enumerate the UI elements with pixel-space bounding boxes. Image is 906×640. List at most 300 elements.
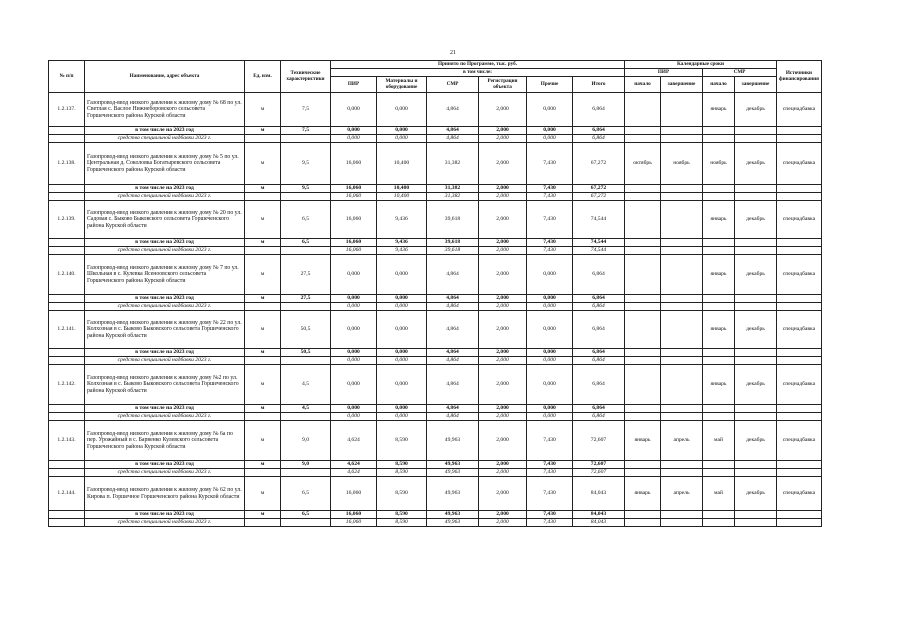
registration-cost-cell: 2,000 — [479, 365, 527, 405]
unit-cell: м — [245, 365, 281, 405]
special-surcharge-value: 2,000 — [479, 303, 527, 311]
special-surcharge-label: средства специальной надбавки 2023 г. — [85, 135, 245, 143]
empty-cell — [625, 413, 661, 421]
empty-cell — [49, 185, 85, 193]
empty-cell — [735, 295, 777, 303]
empty-cell — [703, 519, 735, 527]
smr-start-cell: январь — [703, 255, 735, 295]
empty-cell — [777, 349, 822, 357]
year-subtotal-tech: 6,5 — [281, 239, 331, 247]
pir-cost-cell: 16,060 — [331, 201, 377, 239]
header-other: Прочие — [527, 77, 573, 93]
empty-cell — [703, 349, 735, 357]
smr-cost-cell: 39,618 — [427, 201, 479, 239]
empty-cell — [49, 247, 85, 255]
empty-cell — [735, 405, 777, 413]
unit-cell: м — [245, 255, 281, 295]
empty-cell — [703, 405, 735, 413]
header-pir-start: начало — [625, 77, 661, 93]
special-surcharge-value: 4,864 — [427, 413, 479, 421]
empty-cell — [661, 511, 703, 519]
empty-cell — [625, 519, 661, 527]
header-total: Итого — [573, 77, 625, 93]
special-surcharge-value: 2,000 — [479, 357, 527, 365]
empty-cell — [661, 405, 703, 413]
empty-cell — [735, 303, 777, 311]
empty-cell — [777, 469, 822, 477]
year-subtotal-value: 0,000 — [527, 295, 573, 303]
year-subtotal-value: 0,000 — [527, 349, 573, 357]
special-surcharge-value: 0,000 — [527, 413, 573, 421]
tech-cell: 50,5 — [281, 311, 331, 349]
year-subtotal-value: 2,000 — [479, 295, 527, 303]
header-cost-group: Принято по Программе, тыс. руб. — [331, 61, 625, 69]
unit-cell: м — [245, 421, 281, 461]
program-table — [48, 60, 822, 527]
year-subtotal-value: 0,000 — [527, 127, 573, 135]
year-subtotal-row — [49, 405, 822, 413]
empty-cell — [49, 469, 85, 477]
year-subtotal-unit: м — [245, 185, 281, 193]
year-subtotal-row — [49, 127, 822, 135]
special-surcharge-value: 2,000 — [479, 413, 527, 421]
empty-cell — [49, 349, 85, 357]
financing-source-cell: спецнадбавка — [777, 255, 822, 295]
year-subtotal-row — [49, 239, 822, 247]
header-pir: ПИР — [331, 77, 377, 93]
object-name: Газопровод-ввод низкого давления к жилому дому № 22 по ул. Колхозная в с. Быково Быковского сельсовета Горшеченского района Курской области — [85, 311, 245, 349]
empty-cell — [625, 127, 661, 135]
empty-cell — [735, 127, 777, 135]
year-subtotal-label: в том числе на 2023 год — [85, 349, 245, 357]
unit-cell: м — [245, 311, 281, 349]
empty-cell — [49, 413, 85, 421]
year-subtotal-value: 0,000 — [377, 349, 427, 357]
year-subtotal-tech: 9,5 — [281, 185, 331, 193]
object-name: Газопровод-ввод низкого давления к жилому дому № 68 по ул. Светлая с. Васлое Нижнеборовского сельсовета Горшеченского района Курской области — [85, 93, 245, 127]
year-subtotal-value: 0,000 — [331, 405, 377, 413]
materials-cost-cell: 0,000 — [377, 365, 427, 405]
smr-start-cell: январь — [703, 93, 735, 127]
special-surcharge-row — [49, 469, 822, 477]
header-smr: СМР — [427, 77, 479, 93]
pir-start-cell — [625, 255, 661, 295]
empty-cell — [625, 185, 661, 193]
empty-cell — [49, 519, 85, 527]
object-name: Газопровод-ввод низкого давления к жилому дому № 6а по пер. Урожайный в с. Барвенко Кулевского сельсовета Горшеченского района Курской области — [85, 421, 245, 461]
empty-cell — [245, 519, 281, 527]
special-surcharge-value: 84,043 — [573, 519, 625, 527]
special-surcharge-value: 0,000 — [331, 357, 377, 365]
special-surcharge-value: 0,000 — [377, 303, 427, 311]
empty-cell — [703, 135, 735, 143]
smr-start-cell: январь — [703, 311, 735, 349]
empty-cell — [49, 461, 85, 469]
empty-cell — [777, 135, 822, 143]
special-surcharge-value: 0,000 — [331, 413, 377, 421]
header-smr-start: начало — [703, 77, 735, 93]
empty-cell — [661, 247, 703, 255]
empty-cell — [703, 295, 735, 303]
year-subtotal-value: 16,060 — [331, 239, 377, 247]
year-subtotal-value: 8,590 — [377, 511, 427, 519]
empty-cell — [735, 469, 777, 477]
pir-start-cell — [625, 201, 661, 239]
smr-end-cell: декабрь — [735, 93, 777, 127]
year-subtotal-value: 7,430 — [527, 511, 573, 519]
page-number: 21 — [450, 50, 456, 56]
header-materials: Материалы и оборудование — [377, 77, 427, 93]
pir-end-cell: апрель — [661, 477, 703, 511]
materials-cost-cell: 0,000 — [377, 311, 427, 349]
special-surcharge-value: 49,963 — [427, 469, 479, 477]
year-subtotal-value: 4,624 — [331, 461, 377, 469]
empty-cell — [661, 127, 703, 135]
empty-cell — [703, 239, 735, 247]
empty-cell — [625, 135, 661, 143]
financing-source-cell: спецнадбавка — [777, 477, 822, 511]
other-cost-cell: 7,430 — [527, 201, 573, 239]
object-name: Газопровод-ввод низкого давления к жилому дому № 5 по ул. Центральная д. Соколовка Богатыревского сельсовета Горшеченского района Курской области — [85, 143, 245, 185]
special-surcharge-value: 49,963 — [427, 519, 479, 527]
empty-cell — [703, 511, 735, 519]
year-subtotal-value: 8,590 — [377, 461, 427, 469]
special-surcharge-value: 10,400 — [377, 193, 427, 201]
smr-end-cell: декабрь — [735, 201, 777, 239]
pir-cost-cell: 0,000 — [331, 93, 377, 127]
pir-start-cell — [625, 365, 661, 405]
empty-cell — [281, 469, 331, 477]
empty-cell — [661, 469, 703, 477]
year-subtotal-value: 2,000 — [479, 127, 527, 135]
special-surcharge-value: 0,000 — [377, 135, 427, 143]
empty-cell — [735, 357, 777, 365]
year-subtotal-value: 72,607 — [573, 461, 625, 469]
year-subtotal-tech: 6,5 — [281, 511, 331, 519]
special-surcharge-row — [49, 193, 822, 201]
year-subtotal-value: 6,864 — [573, 349, 625, 357]
year-subtotal-value: 2,000 — [479, 511, 527, 519]
year-subtotal-value: 6,864 — [573, 405, 625, 413]
empty-cell — [703, 461, 735, 469]
pir-end-cell: апрель — [661, 421, 703, 461]
year-subtotal-value: 4,864 — [427, 349, 479, 357]
tech-cell: 6,5 — [281, 477, 331, 511]
pir-cost-cell: 4,624 — [331, 421, 377, 461]
empty-cell — [281, 193, 331, 201]
special-surcharge-row — [49, 247, 822, 255]
smr-end-cell: декабрь — [735, 421, 777, 461]
object-row — [49, 477, 822, 511]
special-surcharge-value: 31,382 — [427, 193, 479, 201]
total-cost-cell: 84,043 — [573, 477, 625, 511]
object-name: Газопровод-ввод низкого давления к жилому дому № 62 по ул. Кирова п. Горшечное Горшеченского района Курской области — [85, 477, 245, 511]
empty-cell — [625, 357, 661, 365]
empty-cell — [625, 239, 661, 247]
empty-cell — [777, 461, 822, 469]
year-subtotal-value: 39,618 — [427, 239, 479, 247]
empty-cell — [245, 357, 281, 365]
special-surcharge-value: 72,607 — [573, 469, 625, 477]
special-surcharge-row — [49, 303, 822, 311]
header-calendar: Календарные сроки — [625, 61, 777, 69]
year-subtotal-label: в том числе на 2023 год — [85, 511, 245, 519]
year-subtotal-label: в том числе на 2023 год — [85, 295, 245, 303]
table-body — [49, 93, 822, 527]
object-row — [49, 93, 822, 127]
special-surcharge-value: 8,590 — [377, 519, 427, 527]
empty-cell — [49, 357, 85, 365]
object-number: 1.2.143. — [49, 421, 85, 461]
year-subtotal-value: 6,864 — [573, 295, 625, 303]
special-surcharge-row — [49, 413, 822, 421]
empty-cell — [661, 239, 703, 247]
tech-cell: 9,0 — [281, 421, 331, 461]
pir-end-cell — [661, 201, 703, 239]
special-surcharge-value: 6,864 — [573, 357, 625, 365]
empty-cell — [49, 303, 85, 311]
special-surcharge-value: 4,864 — [427, 135, 479, 143]
empty-cell — [281, 135, 331, 143]
header-smr-end: завершение — [735, 77, 777, 93]
special-surcharge-label: средства специальной надбавки 2023 г. — [85, 413, 245, 421]
year-subtotal-value: 7,430 — [527, 239, 573, 247]
special-surcharge-value: 0,000 — [527, 135, 573, 143]
pir-end-cell — [661, 93, 703, 127]
empty-cell — [281, 303, 331, 311]
special-surcharge-label: средства специальной надбавки 2023 г. — [85, 519, 245, 527]
special-surcharge-value: 4,864 — [427, 357, 479, 365]
pir-cost-cell: 16,060 — [331, 143, 377, 185]
year-subtotal-row — [49, 461, 822, 469]
pir-end-cell: ноябрь — [661, 143, 703, 185]
year-subtotal-value: 7,430 — [527, 461, 573, 469]
empty-cell — [777, 247, 822, 255]
registration-cost-cell: 2,000 — [479, 201, 527, 239]
pir-start-cell: январь — [625, 477, 661, 511]
year-subtotal-value: 2,000 — [479, 239, 527, 247]
year-subtotal-value: 0,000 — [331, 295, 377, 303]
other-cost-cell: 7,430 — [527, 477, 573, 511]
tech-cell: 6,5 — [281, 201, 331, 239]
empty-cell — [49, 405, 85, 413]
special-surcharge-value: 16,060 — [331, 193, 377, 201]
special-surcharge-row — [49, 519, 822, 527]
empty-cell — [777, 519, 822, 527]
year-subtotal-label: в том числе на 2023 год — [85, 185, 245, 193]
smr-cost-cell: 4,864 — [427, 365, 479, 405]
year-subtotal-tech: 4,5 — [281, 405, 331, 413]
empty-cell — [777, 127, 822, 135]
empty-cell — [245, 193, 281, 201]
year-subtotal-value: 49,963 — [427, 461, 479, 469]
special-surcharge-value: 0,000 — [331, 135, 377, 143]
empty-cell — [735, 185, 777, 193]
year-subtotal-value: 0,000 — [527, 405, 573, 413]
empty-cell — [703, 413, 735, 421]
empty-cell — [49, 511, 85, 519]
empty-cell — [625, 303, 661, 311]
registration-cost-cell: 2,000 — [479, 255, 527, 295]
year-subtotal-tech: 9,0 — [281, 461, 331, 469]
empty-cell — [661, 357, 703, 365]
empty-cell — [735, 349, 777, 357]
special-surcharge-value: 0,000 — [331, 303, 377, 311]
empty-cell — [703, 127, 735, 135]
empty-cell — [703, 357, 735, 365]
pir-start-cell — [625, 311, 661, 349]
empty-cell — [281, 357, 331, 365]
header-tech: Технические характеристики — [281, 61, 331, 93]
year-subtotal-value: 31,382 — [427, 185, 479, 193]
smr-start-cell: январь — [703, 365, 735, 405]
smr-start-cell: май — [703, 477, 735, 511]
object-number: 1.2.138. — [49, 143, 85, 185]
special-surcharge-value: 6,864 — [573, 303, 625, 311]
year-subtotal-row — [49, 349, 822, 357]
empty-cell — [245, 469, 281, 477]
special-surcharge-row — [49, 135, 822, 143]
special-surcharge-value: 0,000 — [377, 413, 427, 421]
header-cal-smr: СМР — [703, 69, 777, 77]
special-surcharge-value: 16,060 — [331, 247, 377, 255]
object-row — [49, 143, 822, 185]
year-subtotal-unit: м — [245, 349, 281, 357]
header-num: № п/п — [49, 61, 85, 93]
year-subtotal-value: 10,400 — [377, 185, 427, 193]
empty-cell — [49, 135, 85, 143]
pir-start-cell — [625, 93, 661, 127]
empty-cell — [625, 405, 661, 413]
total-cost-cell: 74,544 — [573, 201, 625, 239]
year-subtotal-tech: 50,5 — [281, 349, 331, 357]
special-surcharge-value: 6,864 — [573, 413, 625, 421]
pir-end-cell — [661, 255, 703, 295]
empty-cell — [49, 239, 85, 247]
year-subtotal-value: 0,000 — [377, 405, 427, 413]
year-subtotal-value: 49,963 — [427, 511, 479, 519]
special-surcharge-value: 6,864 — [573, 135, 625, 143]
year-subtotal-tech: 7,5 — [281, 127, 331, 135]
empty-cell — [777, 413, 822, 421]
empty-cell — [735, 461, 777, 469]
empty-cell — [777, 185, 822, 193]
smr-start-cell: ноябрь — [703, 143, 735, 185]
year-subtotal-unit: м — [245, 127, 281, 135]
year-subtotal-value: 0,000 — [377, 295, 427, 303]
empty-cell — [625, 349, 661, 357]
pir-cost-cell: 0,000 — [331, 311, 377, 349]
header-pir-end: завершение — [661, 77, 703, 93]
empty-cell — [245, 247, 281, 255]
special-surcharge-label: средства специальной надбавки 2023 г. — [85, 357, 245, 365]
smr-cost-cell: 49,963 — [427, 477, 479, 511]
header-registration: Регистрация объекта — [479, 77, 527, 93]
year-subtotal-value: 0,000 — [331, 127, 377, 135]
object-number: 1.2.140. — [49, 255, 85, 295]
empty-cell — [777, 303, 822, 311]
total-cost-cell: 6,864 — [573, 365, 625, 405]
object-row — [49, 421, 822, 461]
special-surcharge-value: 0,000 — [527, 357, 573, 365]
empty-cell — [735, 247, 777, 255]
object-number: 1.2.141. — [49, 311, 85, 349]
special-surcharge-label: средства специальной надбавки 2023 г. — [85, 247, 245, 255]
header-cal-pir: ПИР — [625, 69, 703, 77]
financing-source-cell: спецнадбавка — [777, 421, 822, 461]
financing-source-cell: спецнадбавка — [777, 201, 822, 239]
empty-cell — [625, 469, 661, 477]
year-subtotal-value: 74,544 — [573, 239, 625, 247]
year-subtotal-value: 84,043 — [573, 511, 625, 519]
pir-start-cell: октябрь — [625, 143, 661, 185]
empty-cell — [735, 135, 777, 143]
pir-cost-cell: 16,060 — [331, 477, 377, 511]
year-subtotal-unit: м — [245, 295, 281, 303]
year-subtotal-row — [49, 295, 822, 303]
object-name: Газопровод-ввод низкого давления к жилому дому № 20 по ул. Садовая с. Быково Быковского сельсовета Горшеченского района Курской области — [85, 201, 245, 239]
smr-cost-cell: 31,382 — [427, 143, 479, 185]
total-cost-cell: 72,607 — [573, 421, 625, 461]
empty-cell — [49, 127, 85, 135]
financing-source-cell: спецнадбавка — [777, 365, 822, 405]
empty-cell — [625, 247, 661, 255]
empty-cell — [777, 511, 822, 519]
other-cost-cell: 7,430 — [527, 421, 573, 461]
smr-cost-cell: 49,963 — [427, 421, 479, 461]
year-subtotal-row — [49, 511, 822, 519]
empty-cell — [661, 413, 703, 421]
year-subtotal-label: в том числе на 2023 год — [85, 405, 245, 413]
materials-cost-cell: 8,590 — [377, 477, 427, 511]
year-subtotal-value: 2,000 — [479, 461, 527, 469]
object-number: 1.2.137. — [49, 93, 85, 127]
special-surcharge-label: средства специальной надбавки 2023 г. — [85, 193, 245, 201]
empty-cell — [625, 295, 661, 303]
other-cost-cell: 0,000 — [527, 365, 573, 405]
year-subtotal-value: 2,000 — [479, 405, 527, 413]
financing-source-cell: спецнадбавка — [777, 143, 822, 185]
tech-cell: 27,5 — [281, 255, 331, 295]
empty-cell — [735, 413, 777, 421]
object-number: 1.2.144. — [49, 477, 85, 511]
unit-cell: м — [245, 201, 281, 239]
special-surcharge-value: 16,060 — [331, 519, 377, 527]
smr-end-cell: декабрь — [735, 365, 777, 405]
empty-cell — [661, 185, 703, 193]
year-subtotal-value: 67,272 — [573, 185, 625, 193]
unit-cell: м — [245, 477, 281, 511]
smr-end-cell: декабрь — [735, 311, 777, 349]
registration-cost-cell: 2,000 — [479, 93, 527, 127]
other-cost-cell: 0,000 — [527, 311, 573, 349]
object-row — [49, 255, 822, 295]
financing-source-cell: спецнадбавка — [777, 311, 822, 349]
object-row — [49, 201, 822, 239]
empty-cell — [703, 469, 735, 477]
year-subtotal-unit: м — [245, 239, 281, 247]
program-table-frame — [48, 60, 822, 527]
year-subtotal-label: в том числе на 2023 год — [85, 239, 245, 247]
special-surcharge-value: 67,272 — [573, 193, 625, 201]
empty-cell — [625, 193, 661, 201]
object-name: Газопровод-ввод низкого давления к жилому дому №2 по ул. Колхозная в с. Быково Быковского сельсовета Горшеченского района Курской области — [85, 365, 245, 405]
empty-cell — [777, 295, 822, 303]
total-cost-cell: 6,864 — [573, 311, 625, 349]
materials-cost-cell: 9,436 — [377, 201, 427, 239]
empty-cell — [735, 239, 777, 247]
empty-cell — [49, 295, 85, 303]
